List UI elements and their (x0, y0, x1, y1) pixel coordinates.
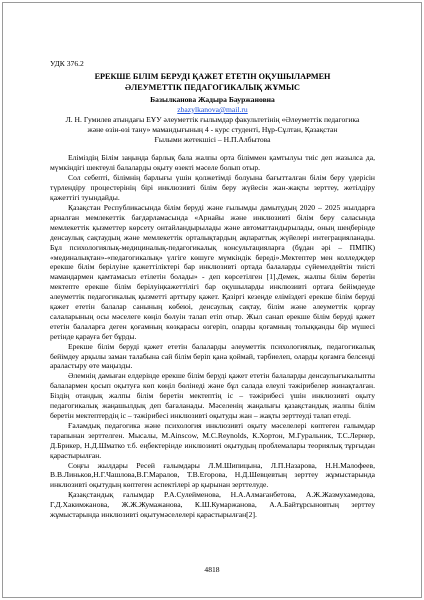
spacer (50, 144, 375, 153)
affiliation-line-1: Л. Н. Гумилев атындағы ЕҰУ әлеуметтік ғылымдар факультетінің «Әлеуметтік педагогика (65, 114, 360, 124)
udk-code: УДК 376.2 (50, 59, 84, 68)
paragraph-6: Ғаламдық педагогика және психология инклюзивті оқыту мәселелері көптеген ғалымдар тарапынан зерттелген. Мысалы, М.Ainscow, M.C.Reynolds, К.Хортон, М.Гуральник, Т.С.Лернер, Д.Брикер, Н.Д.Шматко т.б. еңбектерінде инклюзивті оқытудың проблемалары теориялық тұрғыдан қарастырылған. (50, 420, 375, 460)
author-name: Базылканова Жадыра Бауржановна (150, 94, 275, 104)
paragraph-2: Сол себепті, білімнің барлығы үшін қолжетімді болуына бағытталған білім беру үдерісін түрлендіру процестерінің бірі инклюзивті білім беру жүйесін жан-жақты зерттеу, жетілдіру қажеттігі туындайды. (50, 173, 375, 203)
author-email-link[interactable]: zbazylkanova@mail.ru (177, 104, 248, 114)
paragraph-7: Соңғы жылдары Ресей ғалымдары Л.М.Шипицына, Л.П.Назарова, Н.Н.Малофеев, В.В.Линьков,Н.Г.Чашлова,В.Г.Маралов, Т.В.Егорова, Н.Д.Шевцевтың зерттеу жұмыстарында инклюзивті оқытудың көптеген аспектілері әр қырынан зерттелуде. (50, 460, 375, 490)
page-number: 4818 (204, 565, 220, 574)
affiliation-line-2: және өзін-өзі тану» мамандығының 4 - курс студенті, Нұр-Сұлтан, Қазақстан (87, 124, 338, 134)
article-title-line-2: ӘЛЕУМЕТТІК ПЕДАГОГИКАЛЫҚ ЖҰМЫС (125, 82, 300, 92)
article-title-line-1: ЕРЕКШЕ БІЛІМ БЕРУДІ ҚАЖЕТ ЕТЕТІН ОҚУШЫЛАРМЕН (94, 71, 331, 81)
document-content (50, 59, 375, 520)
paragraph-5: Әлемнің дамыған елдерінде ерекше білім беруді қажет ететін балаларды денсаулығыкалыпты балалармен қосып оқытуға көп көңіл бөлінеді және бұл салада елеулі тәжірибелер жинақталған. Біздің отандық жалпы білім беретін мектептің іс – тәжірибесі үшін инклюзивті оқыту педагогикалық жаңашылдық деп бағаланады. Мәселенің жаңалығы қазақстандық жалпы білім беретін мектептердің іс – тәжірибесі инклюзивті оқытуды жан – жақты зерттеуді талап етеді. (50, 371, 375, 420)
paragraph-4: Ерекше білім беруді қажет ететін балаларды әлеуметтік психологиялық, педагогикалық бейімдеу арқылы заман талабына сай білім беріп қана қоймай, тәрбиелеп, оларды қоғамға белсенді араластыру өте маңызды. (50, 341, 375, 371)
paragraph-8: Қазақстандық ғалымдар Р.А.Сулейменова, Н.А.Алмағанбетова, А.Ж.Жазмухамедова, Г.Д.Хакимжанова, Ж.Ж.Жумажанова, К.Ш.Кумаржанова, А.А.Байтұрсыновтың зерттеу жұмыстарында инклюзивті оқытумәселелері қарастырылған[2]. (50, 490, 375, 520)
paragraph-3: Қазақстан Республикасында білім беруді және ғылымды дамытудың 2020 – 2025 жылдарға арналған мемлекеттік бағдарламасында «Арнайы және инклюзивті білім беру саласында мемлекеттік қызметтер көрсету онтайландырылады және автоматтандырылады, оның шеңберінде денсаулық сақтаудың және мемлекеттік орталықтардың ақпараттық жүйелері интеграцияланады. Бұл психологиялық-медициналық-педагогикалық консультацияларға (бұдан әрі – ПМПК) «мединалықтан»-«педагогикалық» үлгіге көшуге мүмкіндік береді».Мектептер мен колледждер ерекше білім берілуіне қажеттіліктері бар инклюзивті ортада балаларды сүйемелдейтін тиісті мамандармен қамтамасыз етілетін болады» - деп көрсетілген [1].Демек, жалпы білім беретін мектепте ерекше білім берілуіңкажеттілігі бар оқушыларды инклюзивті ортаға бейімдеуде әлеуметтік педагогикалық қызметті арттыру қажет. Қазіргі кезеңде еліміздегі ерекше білім беруді қажет ететін балалар санының көбеюі, денсаулық сақтау, білім және әлеуметтік қорғау салаларының осы мәселеге көңіл бөлуін талап етіп отыр. Жыл санап ерекше білім беруді қажет ететін балаларға деген қоғамның көзқарасы өзгеріп, оларды қоғамның толыққанды бір мүшесі ретінде қарауға бет бұрды. (50, 202, 375, 341)
supervisor-line: Ғылыми жетекшісі – Н.П.Албытова (154, 134, 271, 144)
paragraph-1: Еліміздің Білім заңында барлық бала жалпы орта біліммен қамтылуы тиіс деп жазылса да, мүмкіндігі шектеулі балаларды оқыту өзекті мәселе болып отыр. (50, 153, 375, 173)
